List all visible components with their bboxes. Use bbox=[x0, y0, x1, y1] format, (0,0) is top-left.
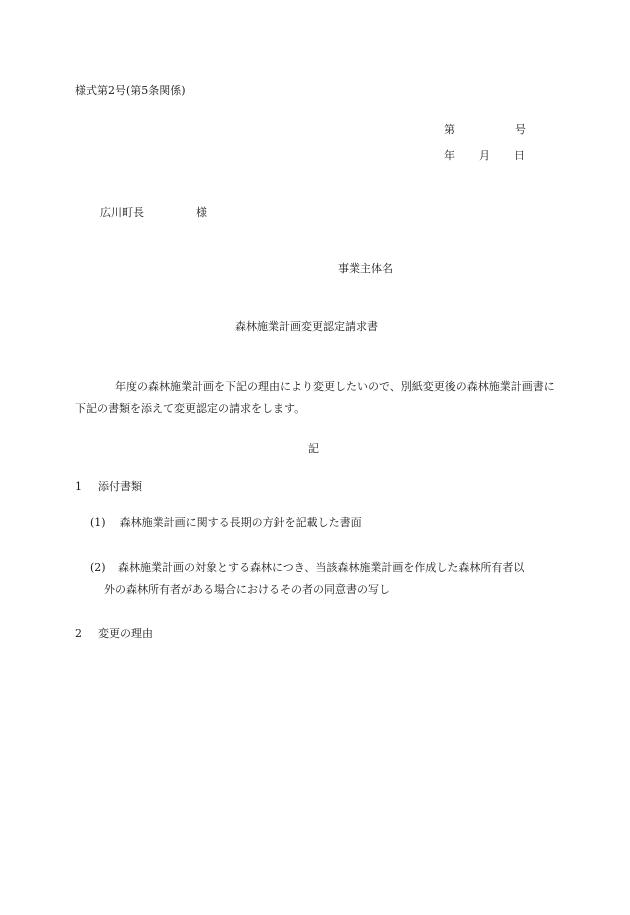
attachments-heading bbox=[75, 480, 142, 494]
item-text: 森林施業計画に関する長期の方針を記載した書面 bbox=[119, 516, 362, 529]
item-text-line2: 外の森林所有者がある場合におけるその者の同意書の写し bbox=[104, 583, 390, 596]
applicant-label: 事業主体名 bbox=[338, 262, 393, 275]
reason-heading bbox=[75, 627, 153, 641]
attachment-item bbox=[90, 516, 362, 530]
attachment-item bbox=[90, 557, 560, 601]
date-month: 月 bbox=[479, 149, 490, 162]
number-suffix: 号 bbox=[515, 123, 526, 136]
date-year: 年 bbox=[444, 149, 455, 162]
item-text-line1: 森林施業計画の対象とする森林につき、当該森林施業計画を作成した森林所有者以 bbox=[118, 561, 525, 574]
item-number: (1) bbox=[90, 516, 106, 529]
body-paragraph: 年度の森林施業計画を下記の理由により変更したいので、別紙変更後の森林施業計画書に下記の書類を添えて変更認定の請求をします。 bbox=[75, 380, 555, 415]
addressee-honorific: 様 bbox=[196, 206, 207, 219]
ki-heading: 記 bbox=[308, 442, 319, 455]
addressee-name: 広川町長 bbox=[100, 206, 144, 219]
number-prefix: 第 bbox=[444, 123, 455, 136]
date-line bbox=[444, 149, 525, 163]
item-number: (2) bbox=[90, 561, 106, 574]
document-number-line bbox=[444, 123, 526, 137]
section-number: 2 bbox=[75, 627, 82, 640]
date-day: 日 bbox=[514, 149, 525, 162]
document-title: 森林施業計画変更認定請求書 bbox=[235, 320, 378, 333]
section-label: 添付書類 bbox=[98, 480, 142, 493]
section-number: 1 bbox=[75, 480, 82, 493]
section-label: 変更の理由 bbox=[98, 627, 153, 640]
form-number: 様式第2号(第5条関係) bbox=[75, 84, 186, 97]
